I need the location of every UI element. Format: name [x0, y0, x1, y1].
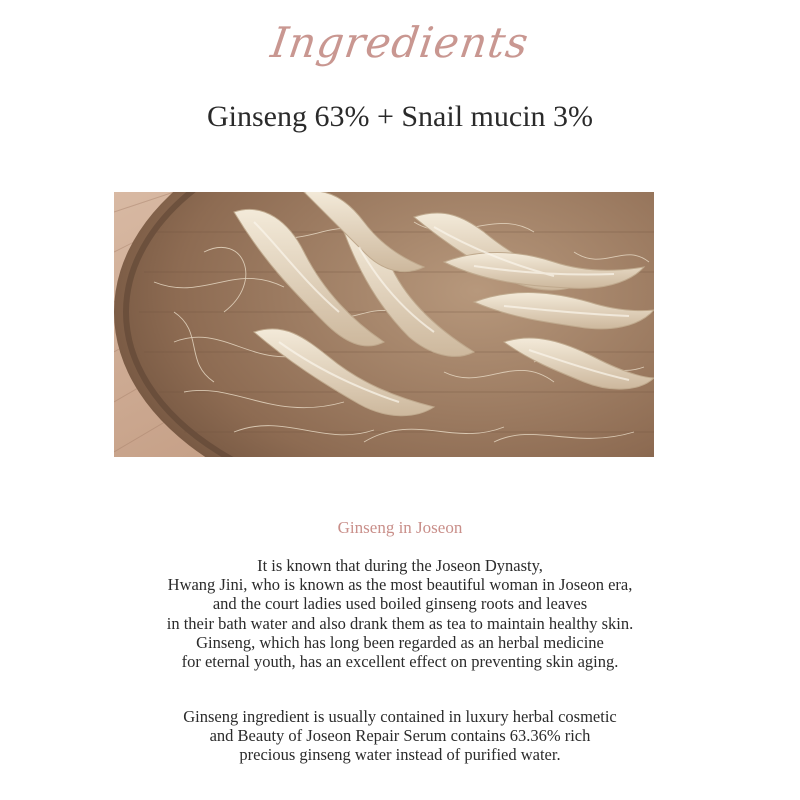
- paragraph-history: [0, 556, 800, 671]
- paragraph-line: for eternal youth, has an excellent effect on preventing skin aging.: [181, 652, 619, 672]
- paragraph-line: precious ginseng water instead of purified water.: [239, 745, 561, 765]
- paragraph-line: It is known that during the Joseon Dynasty,: [257, 556, 543, 575]
- paragraph-line: Ginseng, which has long been regarded as an herbal medicine: [196, 632, 604, 652]
- headline: Ginseng 63% + Snail mucin 3%: [206, 100, 594, 133]
- script-title: Ingredients: [267, 18, 533, 67]
- section-title: Ginseng in Joseon: [337, 518, 463, 537]
- paragraph-product: [0, 707, 800, 765]
- paragraph-line: Hwang Jini, who is known as the most beautiful woman in Joseon era,: [167, 575, 633, 595]
- paragraph-line: and Beauty of Joseon Repair Serum contains 63.36% rich: [209, 726, 591, 746]
- paragraph-line: and the court ladies used boiled ginseng roots and leaves: [212, 594, 588, 614]
- paragraph-line: Ginseng ingredient is usually contained in luxury herbal cosmetic: [183, 707, 617, 726]
- ginseng-photo: [114, 192, 654, 457]
- paragraph-line: in their bath water and also drank them as tea to maintain healthy skin.: [166, 613, 634, 633]
